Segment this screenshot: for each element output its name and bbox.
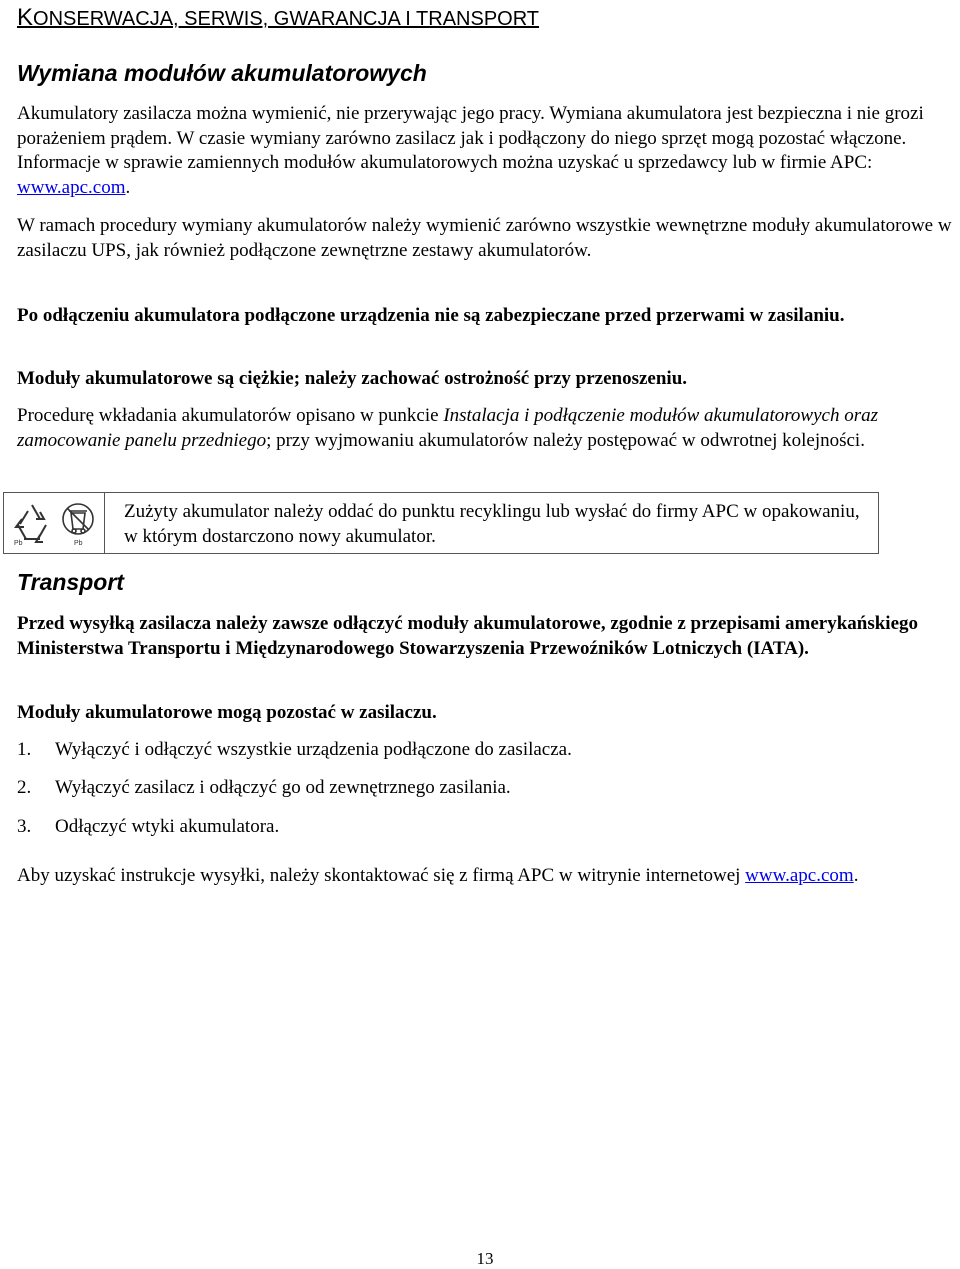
list-item <box>17 776 511 800</box>
recycling-instructions: Zużyty akumulator należy oddać do punktu recyklingu lub wysłać do firmy APC w opakowaniu, w którym dostarczono nowy akumulator. <box>124 501 860 547</box>
recycling-icons <box>4 493 105 553</box>
page-number: 13 <box>476 1249 494 1268</box>
page-header <box>17 6 539 31</box>
paragraph-procedure <box>17 404 957 453</box>
section-heading-transport: Transport <box>17 569 124 595</box>
recycle-icon-label: Pb <box>14 540 23 547</box>
recycling-notice-box <box>3 492 879 554</box>
list-item-text: Odłączyć wtyki akumulatora. <box>55 816 280 837</box>
paragraph-replace-all: W ramach procedury wymiany akumulatorów należy wymienić zarówno wszystkie wewnętrzne moduły akumulatorowe w zasilaczu UPS, jak również podłączone zewnętrzne zestawy akumulatorów. <box>17 215 952 261</box>
apc-website-link[interactable]: www.apc.com <box>17 177 126 199</box>
shipping-contact-text: Aby uzyskać instrukcje wysyłki, należy skontaktować się z firmą APC w witrynie internetowej <box>17 865 746 886</box>
paragraph-battery-intro <box>17 102 957 201</box>
list-item <box>17 738 572 762</box>
transport-warning: Przed wysyłką zasilacza należy zawsze odłączyć moduły akumulatorowe, zgodnie z przepisami amerykańskiego Ministerstwa Transportu i Międzynarodowego Stowarzyszenia Przewoźników Lotniczych (IATA). <box>17 613 918 659</box>
warning-heavy-modules: Moduły akumulatorowe są ciężkie; należy zachować ostrożność przy przenoszeniu. <box>17 368 688 389</box>
paragraph-shipping-contact <box>17 864 957 889</box>
warning-no-protection: Po odłączeniu akumulatora podłączone urządzenia nie są zabezpieczane przed przerwami w zasilaniu. <box>17 305 845 326</box>
section-heading-battery-replacement: Wymiana modułów akumulatorowych <box>17 60 427 86</box>
recycle-icon <box>10 499 54 547</box>
paragraph-end-dot: . <box>125 177 131 199</box>
list-item-text: Wyłączyć zasilacz i odłączyć go od zewnętrznego zasilania. <box>55 777 511 798</box>
list-item <box>17 815 279 839</box>
procedure-text-end: ; przy wyjmowaniu akumulatorów należy postępować w odwrotnej kolejności. <box>266 429 865 451</box>
paragraph-battery-intro-text: Akumulatory zasilacza można wymienić, nie przerywając jego pracy. Wymiana akumulatora jest bezpieczna i nie grozi porażeniem prądem. W czasie wymiany zarówno zasilacz jak i podłączony do niego sprzęt mogą pozostać włączone. Informacje w sprawie zamiennych modułów akumulatorowych można uzyskać u sprzedawcy lub w firmie APC: <box>17 103 924 174</box>
transport-modules-stay: Moduły akumulatorowe mogą pozostać w zasilaczu. <box>17 702 437 723</box>
list-item-number: 3. <box>17 816 32 837</box>
list-item-text: Wyłączyć i odłączyć wszystkie urządzenia podłączone do zasilacza. <box>55 739 572 760</box>
list-item-number: 1. <box>17 739 32 760</box>
no-trash-bin-icon <box>56 499 100 547</box>
list-item-number: 2. <box>17 777 32 798</box>
apc-website-link-transport[interactable]: www.apc.com <box>745 865 854 886</box>
procedure-reference-italic: Instalacja i podłączenie modułów akumulatorowych oraz zamocowanie panelu przedniego <box>17 405 878 451</box>
procedure-text-start: Procedurę wkładania akumulatorów opisano w punkcie <box>17 405 444 426</box>
header-initial: K <box>17 4 34 31</box>
no-trash-icon-label: Pb <box>74 540 83 547</box>
shipping-contact-end: . <box>853 865 859 886</box>
header-title-rest: ONSERWACJA, SERWIS, GWARANCJA I TRANSPORT <box>33 8 540 30</box>
